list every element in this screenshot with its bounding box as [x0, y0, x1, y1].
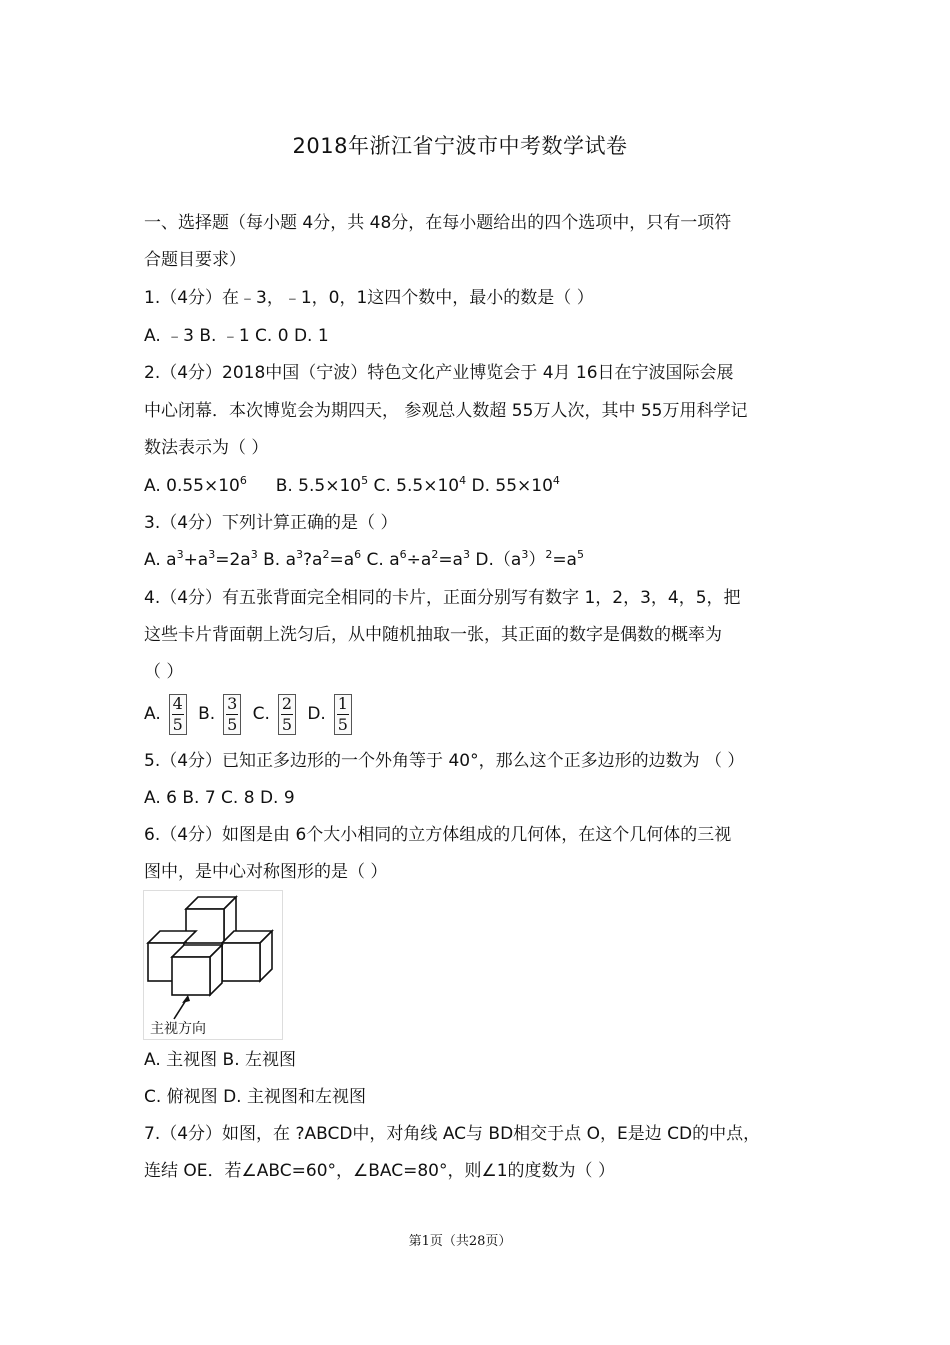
question-6-options-cd: C. 俯视图 D. 主视图和左视图 [144, 1087, 366, 1107]
q2-option-c: C. 5.5×10 [373, 476, 460, 496]
q4-option-c-label: C. [252, 704, 270, 724]
section-instructions-line1: 一、选择题（每小题 4分，共 48分，在每小题给出的四个选项中，只有一项符 [144, 213, 732, 233]
viewing-direction-label: 主视方向 [150, 1021, 206, 1037]
question-7-line1: 7.（4分）如图，在 ?ABCD中，对角线 AC与 BD相交于点 O，E是边 CD的中点， [144, 1124, 761, 1144]
question-1-stem: 1.（4分）在﹣3，﹣1，0，1这四个数中，最小的数是（ ） [144, 288, 594, 308]
cube-figure [143, 890, 283, 1040]
q2-option-a: A. 0.55×10 [144, 476, 240, 496]
question-4-line2: 这些卡片背面朝上洗匀后，从中随机抽取一张，其正面的数字是偶数的概率为 [144, 625, 722, 645]
question-6-line1: 6.（4分）如图是由 6个大小相同的立方体组成的几何体，在这个几何体的三视 [144, 825, 732, 845]
q4-option-b-label: B. [198, 704, 216, 724]
fraction-4-5: $\frac{4}{5}$ [169, 694, 187, 735]
question-2-line1: 2.（4分）2018中国（宁波）特色文化产业博览会于 4月 16日在宁波国际会展 [144, 363, 734, 383]
question-3-stem: 3.（4分）下列计算正确的是（ ） [144, 513, 398, 533]
question-2-line2: 中心闭幕．本次博览会为期四天， 参观总人数超 55万人次，其中 55万用科学记 [144, 401, 748, 421]
cubes-drawing [144, 891, 282, 1039]
question-4-options [144, 692, 358, 736]
page-title: 2018年浙江省宁波市中考数学试卷 [292, 134, 628, 158]
question-2-options [144, 474, 560, 498]
question-6-options-ab: A. 主视图 B. 左视图 [144, 1050, 297, 1070]
page-footer: 第1页（共28页） [408, 1234, 512, 1249]
q2-option-d: D. 55×10 [471, 476, 553, 496]
q2-option-b-exponent: 5 [361, 474, 369, 487]
q2-option-c-exponent: 4 [459, 474, 467, 487]
question-1-options: A. ﹣3 B. ﹣1 C. 0 D. 1 [144, 326, 329, 346]
section-instructions-line2: 合题目要求） [144, 250, 246, 270]
fraction-2-5: $\frac{2}{5}$ [278, 694, 296, 735]
question-4-line3: （ ） [144, 662, 184, 682]
q4-option-d-label: D. [307, 704, 326, 724]
question-5-stem: 5.（4分）已知正多边形的一个外角等于 40°，那么这个正多边形的边数为 （ ） [144, 751, 745, 771]
fraction-1-5: $\frac{1}{5}$ [334, 694, 352, 735]
question-3-options: A. $a^3+a^3=2a^3$ B. $a^3?a^2=a^6$ C. $a^6\div a^2=a^3$ $D.(a^3)^2=a^5$ [144, 548, 584, 570]
question-5-options: A. 6 B. 7 C. 8 D. 9 [144, 788, 295, 808]
q2-option-b: B. 5.5×10 [275, 476, 362, 496]
question-6-line2: 图中，是中心对称图形的是（ ） [144, 862, 388, 882]
question-2-line3: 数法表示为（ ） [144, 438, 269, 458]
q2-option-a-exponent: 6 [239, 474, 247, 487]
question-7-line2: 连结 OE．若∠ABC=60°，∠BAC=80°，则∠1的度数为（ ） [144, 1161, 615, 1181]
question-4-line1: 4.（4分）有五张背面完全相同的卡片，正面分别写有数字 1，2，3，4，5，把 [144, 588, 741, 608]
q2-option-d-exponent: 4 [552, 474, 560, 487]
q4-option-a-label: A. [144, 704, 161, 724]
fraction-3-5: $\frac{3}{5}$ [223, 694, 241, 735]
